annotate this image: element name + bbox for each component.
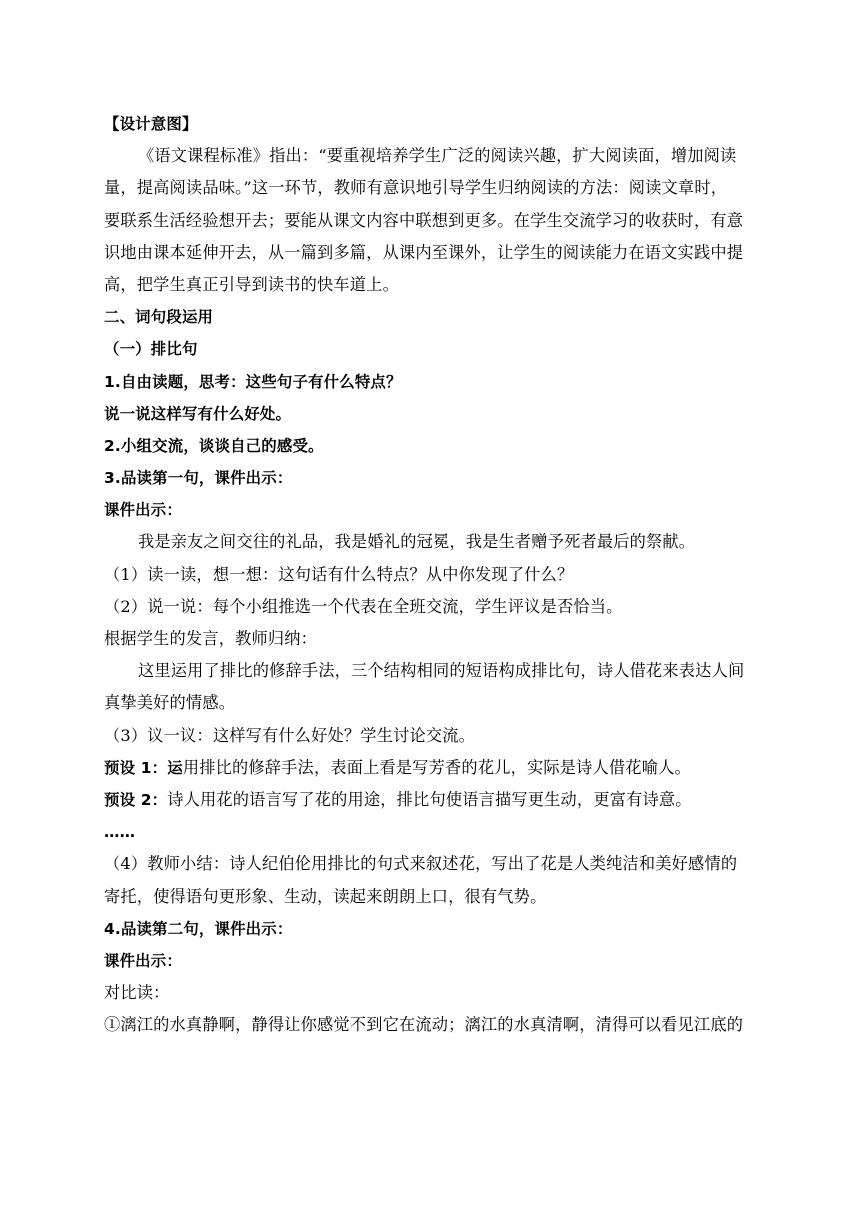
section-two-heading: 二、词句段运用 (104, 308, 214, 327)
compare-item-one: ①漓江的水真静啊，静得让你感觉不到它在流动；漓江的水真清啊，清得可以看见江底的 (104, 1015, 744, 1035)
design-intent-line: 要联系生活经验想开去；要能从课文内容中联想到更多。在学生交流学习的收获时，有意 (104, 210, 744, 230)
step1-followup: 说一说这样写有什么好处。 (104, 404, 292, 423)
step2-text: 2.小组交流，谈谈自己的感受。 (104, 436, 324, 455)
preset-1-text: 用排比的修辞手法，表面上看是写芳香的花儿，实际是诗人借花喻人。 (182, 757, 691, 777)
preset-2-text: 诗人用花的语言写了花的用途，排比句使语言描写更生动，更富有诗意。 (167, 789, 692, 809)
sentence-one: 我是亲友之间交往的礼品，我是婚礼的冠冕，我是生者赠予死者最后的祭献。 (138, 532, 696, 552)
subsection-one-heading: （一）排比句 (104, 340, 198, 359)
step3-text: 3.品读第一句，课件出示： (104, 469, 293, 488)
teacher-summary-intro: 根据学生的发言，教师归纳： (104, 629, 318, 648)
courseware-label: 课件出示： (104, 951, 182, 970)
document-page (104, 108, 779, 1041)
question-4-line: 寄托，使得语句更形象、生动，读起来朗朗上口，很有气势。 (104, 886, 547, 906)
question-4-line: （4）教师小结：诗人纪伯伦用排比的句式来叙述花，写出了花是人类纯洁和美好感情的 (104, 854, 738, 874)
design-intent-line: 识地由课本延伸开去，从一篇到多篇，从课内至课外，让学生的阅读能力在语文实践中提 (104, 242, 744, 262)
preset-1 (104, 752, 779, 784)
teacher-summary-line: 这里运用了排比的修辞手法，三个结构相同的短语构成排比句，诗人借花来表达人间 (138, 661, 745, 681)
design-intent-line: 《语文课程标准》指出：“要重视培养学生广泛的阅读兴趣，扩大阅读面，增加阅读 (138, 146, 737, 166)
courseware-label: 课件出示： (104, 501, 182, 520)
teacher-summary-line: 真挚美好的情感。 (104, 693, 236, 713)
question-2: （2）说一说：每个小组推选一个代表在全班交流，学生评议是否恰当。 (104, 596, 623, 616)
preset-1-label: 预设 1：运 (104, 758, 183, 777)
design-intent-line: 高，把学生真正引导到读书的快车道上。 (104, 274, 399, 294)
step4-text: 4.品读第二句，课件出示： (104, 919, 293, 938)
question-3: （3）议一议：这样写有什么好处？学生讨论交流。 (104, 725, 476, 745)
design-intent-heading: 【设计意图】 (104, 115, 198, 133)
compare-read-label: 对比读： (104, 983, 170, 1003)
ellipsis: …… (104, 823, 136, 842)
step1-question: 1.自由读题，思考：这些句子有什么特点？ (104, 372, 402, 391)
design-intent-line: 量，提高阅读品味。”这一环节，教师有意识地引导学生归纳阅读的方法：阅读文章时， (104, 178, 728, 198)
preset-2 (104, 784, 779, 816)
question-1: （1）读一读，想一想：这句话有什么特点？从中你发现了什么？ (104, 564, 574, 584)
preset-2-label: 预设 2： (104, 790, 168, 809)
